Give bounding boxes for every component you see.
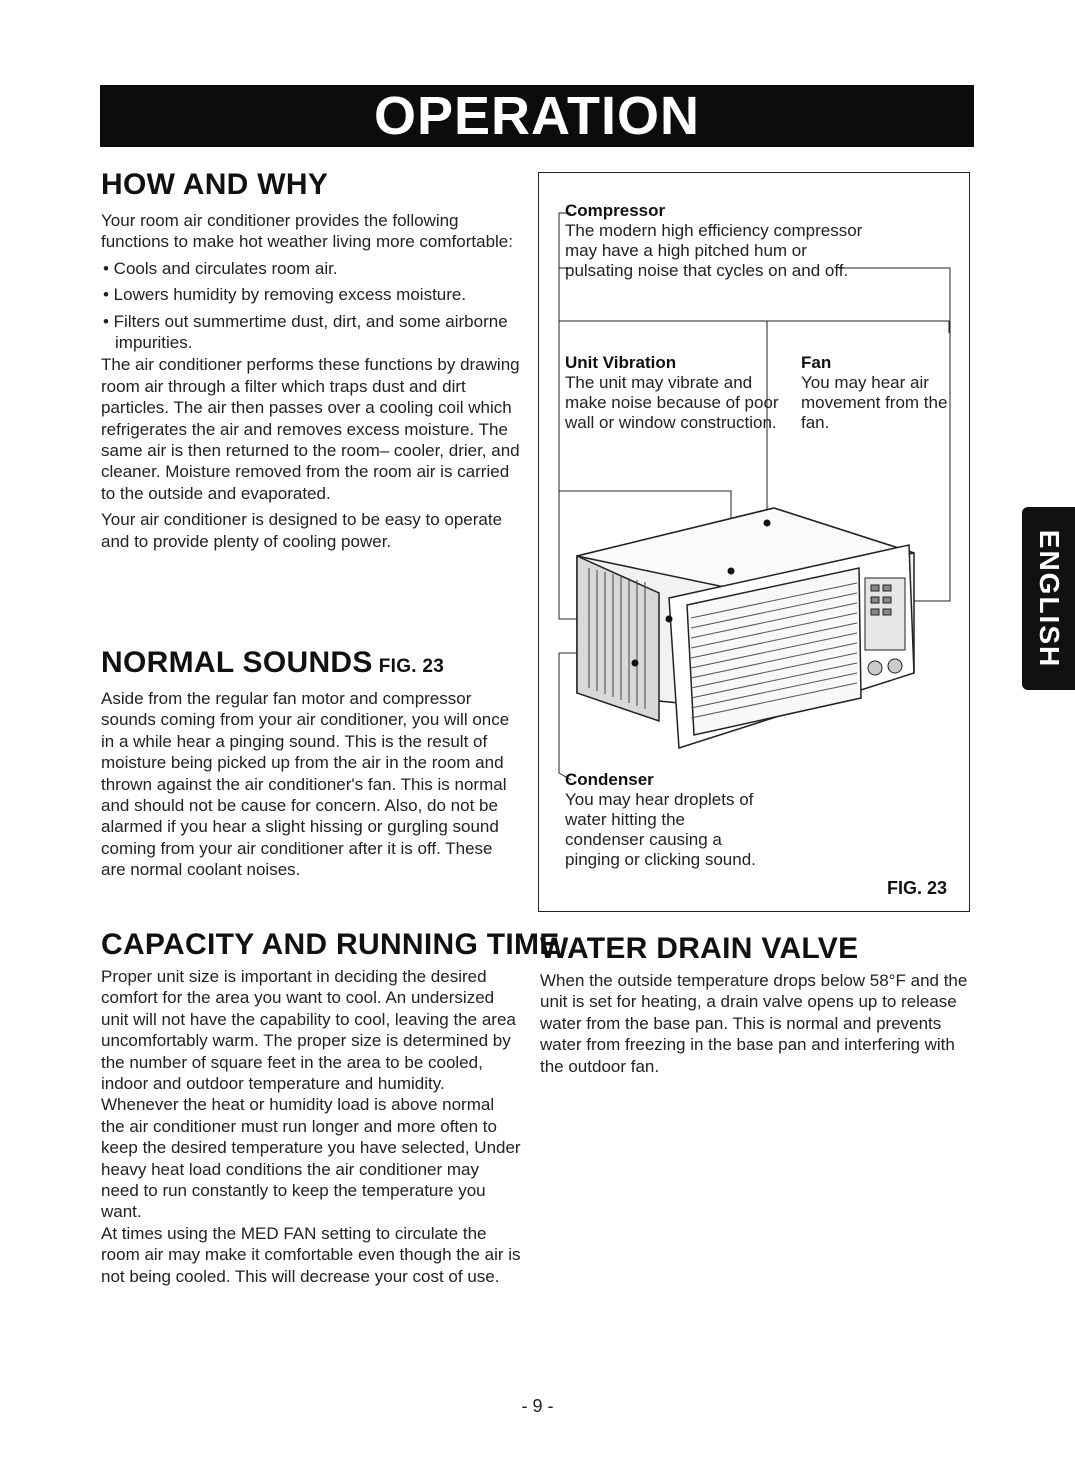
how-and-why-body [101,210,521,557]
vibration-text: The unit may vibrate and make noise because of poor wall or window construction. [565,373,779,432]
compressor-text: The modern high efficiency compressor may have a high pitched hum or pulsating noise that cycles on and off. [565,221,863,280]
figure-number: FIG. 23 [887,878,948,898]
condenser-callout-line [559,653,571,780]
capacity-p3: At times using the MED FAN setting to circulate the room air may make it comfortable even though the air is not being cooled. This will decrease your cost of use. [101,1223,521,1286]
normal-sounds-title: NORMAL SOUNDS [101,646,373,679]
operation-banner: OPERATION [100,85,974,147]
fan-title: Fan [801,353,832,372]
water-drain-body [540,970,968,1082]
language-tab-label: ENGLISH [1033,529,1065,668]
normal-sounds-fig-ref: FIG. 23 [378,656,445,677]
fan-text: You may hear air movement from the fan. [801,373,948,432]
vibration-title: Unit Vibration [565,353,677,372]
vibration-callout [565,353,780,433]
compressor-title: Compressor [565,201,666,220]
capacity-p2: Whenever the heat or humidity load is above normal the air conditioner must run longer and more often to keep the desired temperature you have selected, Under heavy heat load conditions the air conditioner may need to run constantly to keep the temperature you want. [101,1095,521,1222]
bullet-filters: • Filters out summertime dust, dirt, and some airborne impurities. [103,311,508,353]
figure-23-box [538,172,970,912]
normal-sounds-heading [101,646,444,680]
condenser-callout [565,770,765,870]
compressor-callout [565,201,865,281]
capacity-heading: CAPACITY AND RUNNING TIME [101,928,560,961]
how-and-why-heading: HOW AND WHY [101,168,329,201]
page-number: - 9 - [521,1396,554,1416]
language-tab [1022,507,1075,690]
condenser-title: Condenser [565,770,654,789]
how-and-why-para2: The air conditioner performs these functions by drawing room air through a filter which traps dust and dirt particles. The air then passes over a cooling coil which refrigerates the air and removes excess moisture. The same air is then returned to the room– cooler, drier, and cleaner. Moisture removed from the room air is carried to the outside and evaporated. [101,355,520,503]
normal-sounds-body [101,688,521,886]
water-drain-heading: WATER DRAIN VALVE [540,932,859,965]
capacity-p1: Proper unit size is important in deciding the desired comfort for the area you want to cool. An undersized unit will not have the capability to cool, leaving the area uncomfortably warm. The proper size is determined by the number of square feet in the area to be cooled, indoor and outdoor temperature and humidity. [101,967,516,1094]
how-and-why-para3: Your air conditioner is designed to be easy to operate and to provide plenty of cooling power. [101,510,503,551]
bullet-cools: • Cools and circulates room air. [103,258,338,278]
normal-sounds-text: Aside from the regular fan motor and compressor sounds coming from your air conditioner, you will once in a while hear a pinging sound. This is the result of moisture being picked up from the air in the room and thrown against the air conditioner's fan. This is normal and should not be cause for concern. Also, do not be alarmed if you hear a slight hissing or gurgling sound coming from your air conditioner after it is off. These are normal coolant noises. [101,689,510,880]
condenser-text: You may hear droplets of water hitting the condenser causing a pinging or clicking sound. [565,790,756,869]
water-drain-text: When the outside temperature drops below 58°F and the unit is set for heating, a drain valve opens up to release water from the base pan. This is normal and prevents water from freezing in the base pan and interfering with the outdoor fan. [540,971,968,1076]
fan-callout [801,353,951,433]
bullet-humidity: • Lowers humidity by removing excess moisture. [103,285,467,305]
capacity-body [101,966,521,1287]
how-and-why-intro: Your room air conditioner provides the following functions to make hot weather living more comfortable: [101,211,513,252]
